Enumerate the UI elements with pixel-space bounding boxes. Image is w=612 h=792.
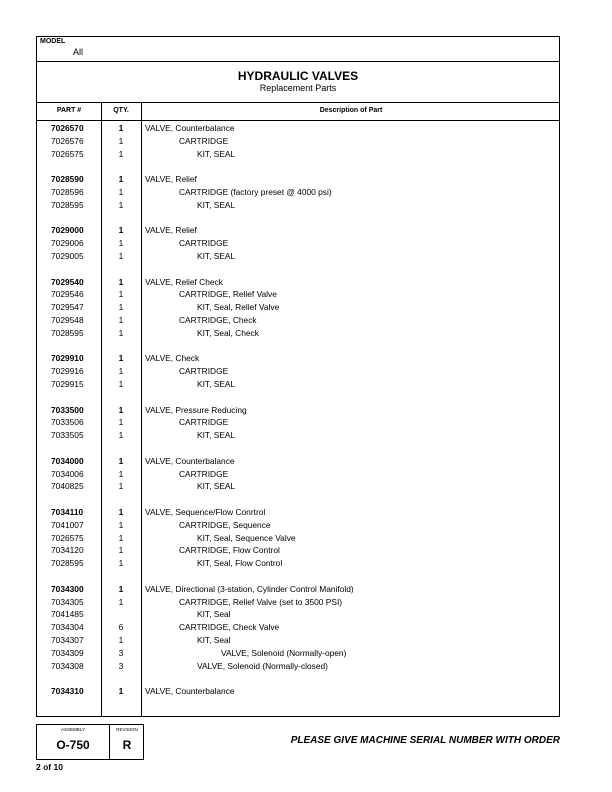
quantity: 1 xyxy=(118,430,124,441)
part-number: 7029915 xyxy=(51,379,84,389)
table-row xyxy=(37,134,559,146)
part-description: CARTRIDGE, Relief Valve xyxy=(179,289,277,300)
table-row xyxy=(37,377,559,389)
column-header-part: PART # xyxy=(56,107,82,114)
table-row xyxy=(37,633,559,645)
assembly-label: ASSEMBLY xyxy=(61,727,85,732)
table-row xyxy=(37,313,559,325)
table-row xyxy=(37,249,559,261)
part-description: KIT, SEAL xyxy=(197,430,236,441)
column-header-description: Description of Part xyxy=(319,107,383,114)
part-number: 7028590 xyxy=(51,174,84,185)
table-row xyxy=(37,620,559,632)
part-number: 7026570 xyxy=(51,123,84,133)
table-row xyxy=(37,428,559,440)
part-description: CARTRIDGE xyxy=(179,417,229,428)
part-description: CARTRIDGE xyxy=(179,238,229,249)
quantity: 1 xyxy=(118,225,124,236)
quantity: 3 xyxy=(118,647,124,658)
table-row xyxy=(37,659,559,671)
table-row xyxy=(37,403,559,415)
part-number: 7026575 xyxy=(51,148,84,159)
part-number: 7029005 xyxy=(51,251,84,261)
table-row xyxy=(37,479,559,491)
part-number: 7040825 xyxy=(51,481,84,492)
table-row xyxy=(37,351,559,363)
quantity: 1 xyxy=(118,174,124,185)
quantity: 1 xyxy=(118,187,124,197)
part-description: VALVE, Relief Check xyxy=(145,276,223,287)
part-description: KIT, Seal, Check xyxy=(197,327,259,338)
table-row xyxy=(37,646,559,658)
table-row xyxy=(37,147,559,159)
part-number: 7034006 xyxy=(51,468,84,479)
part-description: CARTRIDGE, Check Valve xyxy=(179,622,280,633)
quantity: 1 xyxy=(118,135,124,146)
part-description: VALVE, Solenoid (Normally-closed) xyxy=(197,660,328,671)
quantity: 1 xyxy=(118,507,124,517)
table-row xyxy=(37,582,559,594)
table-row xyxy=(37,185,559,197)
page-title: HYDRAULIC VALVES xyxy=(237,69,359,83)
part-description: CARTRIDGE, Check xyxy=(179,315,257,325)
table-row xyxy=(37,454,559,466)
quantity: 1 xyxy=(118,199,124,210)
part-description: KIT, SEAL xyxy=(197,148,236,159)
table-row xyxy=(37,684,559,696)
model-box xyxy=(37,37,559,62)
quantity: 1 xyxy=(118,327,124,338)
part-description: KIT, Seal, Relief Valve xyxy=(197,302,280,313)
parts-list-frame xyxy=(36,36,560,717)
quantity: 1 xyxy=(118,289,124,300)
quantity: 1 xyxy=(118,545,124,556)
part-number: 7028595 xyxy=(51,558,84,569)
quantity: 1 xyxy=(118,635,124,645)
page-subtitle: Replacement Parts xyxy=(259,83,337,93)
quantity: 1 xyxy=(118,532,124,543)
part-number: 7034110 xyxy=(51,507,84,517)
page-number: 2 of 10 xyxy=(36,762,63,772)
column-header-qty: QTY. xyxy=(113,107,129,114)
revision-letter: R xyxy=(122,738,132,752)
part-number: 7029000 xyxy=(51,225,84,236)
quantity: 1 xyxy=(118,238,124,249)
title-box xyxy=(37,61,559,103)
part-number: 7033506 xyxy=(51,417,84,428)
part-description: KIT, Seal, Sequence Valve xyxy=(197,532,296,543)
part-number: 7026576 xyxy=(51,135,84,146)
part-number: 7029547 xyxy=(51,302,84,313)
part-description: CARTRIDGE, Flow Control xyxy=(179,545,280,556)
part-number: 7034308 xyxy=(51,660,84,671)
quantity: 1 xyxy=(118,468,124,479)
quantity: 1 xyxy=(118,583,124,594)
part-description: VALVE, Solenoid (Normally-open) xyxy=(221,647,347,658)
part-number: 7029916 xyxy=(51,366,84,377)
part-description: CARTRIDGE xyxy=(179,135,229,146)
part-number: 7034300 xyxy=(51,583,84,594)
table-row xyxy=(37,607,559,619)
table-row xyxy=(37,287,559,299)
table-row xyxy=(37,300,559,312)
part-description: KIT, SEAL xyxy=(197,481,236,492)
part-description: VALVE, Pressure Reducing xyxy=(145,404,247,415)
part-number: 7029006 xyxy=(51,238,84,249)
part-description: KIT, SEAL xyxy=(197,379,236,389)
table-row xyxy=(37,275,559,287)
part-number: 7034305 xyxy=(51,596,84,607)
table-row xyxy=(37,505,559,517)
part-description: CARTRIDGE, Relief Valve (set to 3500 PSI) xyxy=(179,596,343,607)
part-description: KIT, Seal, Flow Control xyxy=(197,558,283,569)
part-number: 7034304 xyxy=(51,622,84,633)
part-number: 7028595 xyxy=(51,327,84,338)
table-row xyxy=(37,415,559,427)
quantity: 1 xyxy=(118,315,124,325)
part-description: KIT, SEAL xyxy=(197,251,236,261)
part-number: 7026575 xyxy=(51,532,84,543)
part-description: KIT, Seal xyxy=(197,635,231,645)
quantity: 1 xyxy=(118,379,124,389)
part-description: CARTRIDGE (factory preset @ 4000 psi) xyxy=(179,187,332,197)
quantity: 1 xyxy=(118,404,124,415)
quantity: 1 xyxy=(118,366,124,377)
part-description: VALVE, Sequence/Flow Conrtrol xyxy=(145,507,266,517)
part-number: 7034000 xyxy=(51,455,84,466)
part-number: 7041485 xyxy=(51,609,84,620)
table-row xyxy=(37,236,559,248)
part-description: VALVE, Check xyxy=(145,353,200,364)
table-row xyxy=(37,467,559,479)
part-description: VALVE, Counterbalance xyxy=(145,686,235,697)
table-row xyxy=(37,198,559,210)
table-row xyxy=(37,556,559,568)
part-description: CARTRIDGE xyxy=(179,468,229,479)
part-description: VALVE, Directional (3-station, Cylinder Control Manifold) xyxy=(145,583,354,594)
quantity: 1 xyxy=(118,302,124,313)
part-number: 7034120 xyxy=(51,545,84,556)
part-number: 7029910 xyxy=(51,353,84,364)
quantity: 6 xyxy=(118,622,124,633)
part-description: VALVE, Counterbalance xyxy=(145,123,235,133)
quantity: 1 xyxy=(118,276,124,287)
quantity: 1 xyxy=(118,353,124,364)
part-number: 7028596 xyxy=(51,187,84,197)
part-number: 7034310 xyxy=(51,686,84,697)
quantity: 1 xyxy=(118,596,124,607)
part-number: 7029540 xyxy=(51,276,84,287)
assembly-number: O-750 xyxy=(56,738,90,752)
quantity: 1 xyxy=(118,455,124,466)
quantity: 3 xyxy=(118,660,124,671)
part-description: VALVE, Relief xyxy=(145,225,197,236)
table-header xyxy=(37,102,559,121)
part-number: 7028595 xyxy=(51,199,84,210)
table-row xyxy=(37,531,559,543)
table-row xyxy=(37,364,559,376)
part-number: 7029548 xyxy=(51,315,84,325)
part-description: CARTRIDGE xyxy=(179,366,229,377)
order-notice: PLEASE GIVE MACHINE SERIAL NUMBER WITH ORDER xyxy=(290,735,560,746)
table-row xyxy=(37,595,559,607)
quantity: 1 xyxy=(118,417,124,428)
quantity: 1 xyxy=(118,686,124,697)
quantity: 1 xyxy=(118,148,124,159)
part-number: 7033500 xyxy=(51,404,84,415)
quantity: 1 xyxy=(118,251,124,261)
table-row xyxy=(37,172,559,184)
part-number: 7034309 xyxy=(51,647,84,658)
part-number: 7029546 xyxy=(51,289,84,300)
quantity: 1 xyxy=(118,558,124,569)
assembly-revision-box xyxy=(36,724,144,760)
table-row xyxy=(37,543,559,555)
part-description: CARTRIDGE, Sequence xyxy=(179,519,271,530)
quantity: 1 xyxy=(118,519,124,530)
quantity: 1 xyxy=(118,481,124,492)
model-value: All xyxy=(73,47,84,57)
revision-label: REVISION xyxy=(116,727,138,732)
table-row xyxy=(37,518,559,530)
part-description: KIT, SEAL xyxy=(197,199,236,210)
table-row xyxy=(37,326,559,338)
part-description: VALVE, Counterbalance xyxy=(145,455,235,466)
part-description: KIT, Seal xyxy=(197,609,231,620)
part-description: VALVE, Relief xyxy=(145,174,197,185)
table-row xyxy=(37,223,559,235)
table-row xyxy=(37,121,559,133)
quantity: 1 xyxy=(118,123,124,133)
part-number: 7041007 xyxy=(51,519,84,530)
model-label: MODEL xyxy=(40,38,66,45)
part-number: 7033505 xyxy=(51,430,84,441)
part-number: 7034307 xyxy=(51,635,84,645)
